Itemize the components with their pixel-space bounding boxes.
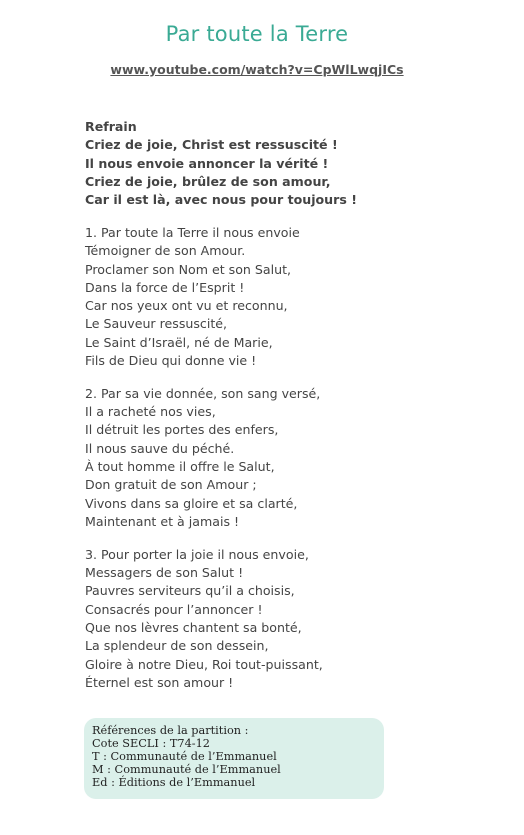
lyric-line: 3. Pour porter la joie il nous envoie, — [85, 546, 309, 562]
reference-line: Cote SECLI : T74-12 — [92, 737, 210, 750]
lyric-line: Éternel est son amour ! — [85, 674, 234, 690]
lyric-line: Consacrés pour l’annoncer ! — [85, 601, 263, 617]
lyric-line: Le Sauveur ressuscité, — [85, 316, 228, 332]
verse-1 — [85, 224, 357, 370]
lyric-line: Il nous sauve du péché. — [85, 440, 235, 456]
lyric-line: Dans la force de l’Esprit ! — [85, 279, 245, 295]
lyric-line: Don gratuit de son Amour ; — [85, 477, 257, 493]
lyric-line: Messagers de son Salut ! — [85, 565, 244, 581]
lyrics — [85, 118, 357, 707]
refrain-heading: Refrain — [85, 119, 137, 134]
lyric-line: Le Saint d’Israël, né de Marie, — [85, 334, 273, 350]
reference-line: Ed : Éditions de l’Emmanuel — [92, 776, 256, 789]
lyric-line: Car nos yeux ont vu et reconnu, — [85, 298, 288, 314]
lyric-line: Proclamer son Nom et son Salut, — [85, 261, 292, 277]
lyric-line: 1. Par toute la Terre il nous envoie — [85, 224, 300, 240]
score-references-box — [84, 718, 384, 799]
lyric-line: Car il est là, avec nous pour toujours ! — [85, 192, 357, 208]
lyric-line: À tout homme il offre le Salut, — [85, 459, 275, 475]
verse-2 — [85, 385, 357, 531]
lyric-line: Il a racheté nos vies, — [85, 404, 216, 420]
lyric-line: Il nous envoie annoncer la vérité ! — [85, 155, 329, 171]
lyric-line: Pauvres serviteurs qu’il a choisis, — [85, 583, 295, 599]
lyric-line: Criez de joie, brûlez de son amour, — [85, 173, 331, 189]
lyric-line: Criez de joie, Christ est ressuscité ! — [85, 137, 338, 153]
lyric-line: Témoigner de son Amour. — [85, 243, 246, 259]
lyric-line: Gloire à notre Dieu, Roi tout-puissant, — [85, 656, 323, 672]
lyric-line: Il détruit les portes des enfers, — [85, 422, 279, 438]
references-heading: Références de la partition : — [92, 724, 249, 737]
lyric-line: 2. Par sa vie donnée, son sang versé, — [85, 385, 321, 401]
verse-3 — [85, 546, 357, 692]
lyric-line: La splendeur de son dessein, — [85, 638, 269, 654]
song-title: Par toute la Terre — [165, 22, 349, 46]
reference-line: T : Communauté de l’Emmanuel — [92, 750, 277, 763]
youtube-link[interactable]: www.youtube.com/watch?v=CpWlLwqjICs — [110, 62, 404, 77]
reference-line: M : Communauté de l’Emmanuel — [92, 763, 281, 776]
lyric-line: Que nos lèvres chantent sa bonté, — [85, 619, 302, 635]
lyric-line: Maintenant et à jamais ! — [85, 513, 240, 529]
refrain — [85, 118, 357, 209]
lyric-line: Fils de Dieu qui donne vie ! — [85, 353, 257, 369]
lyric-line: Vivons dans sa gloire et sa clarté, — [85, 495, 298, 511]
